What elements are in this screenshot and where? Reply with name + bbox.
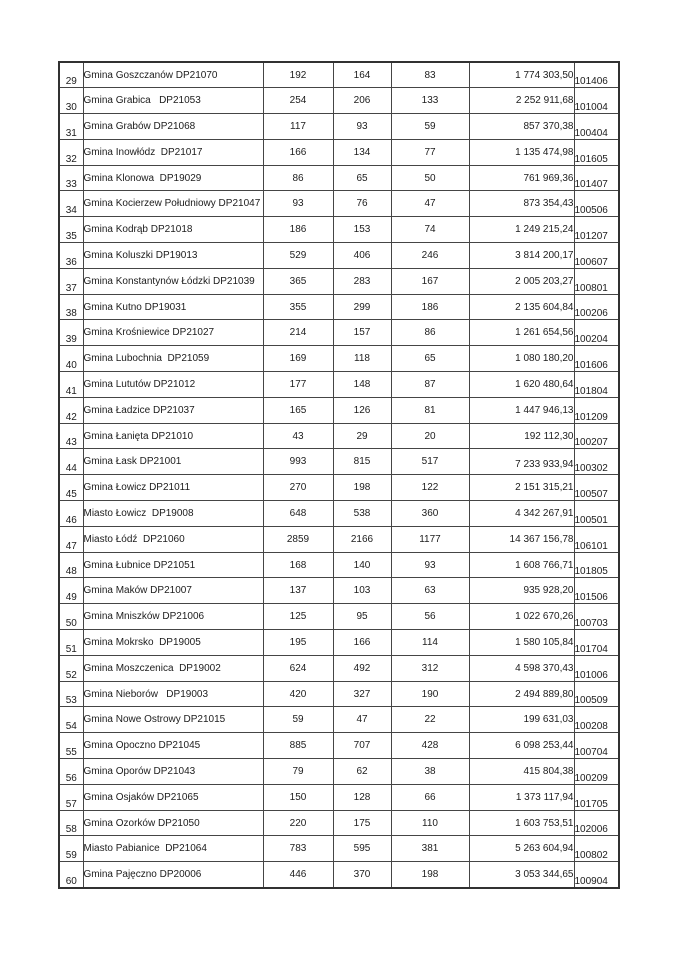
- count-a-cell: 86: [263, 165, 333, 191]
- table-row: [59, 449, 619, 475]
- table-row: [59, 372, 619, 398]
- count-a-cell: 214: [263, 320, 333, 346]
- territory-code-cell: 100607: [574, 243, 619, 269]
- row-number-cell: 48: [59, 552, 83, 578]
- table-row: [59, 759, 619, 785]
- row-number-cell: 35: [59, 217, 83, 243]
- count-c-cell: 93: [391, 552, 469, 578]
- count-b-cell: 370: [333, 862, 391, 888]
- row-number-cell: 32: [59, 139, 83, 165]
- table-row: [59, 552, 619, 578]
- count-c-cell: 77: [391, 139, 469, 165]
- count-c-cell: 312: [391, 655, 469, 681]
- table-row: [59, 62, 619, 88]
- municipality-name-cell: Miasto Łowicz DP19008: [83, 501, 263, 527]
- count-c-cell: 1177: [391, 526, 469, 552]
- row-number-cell: 56: [59, 759, 83, 785]
- count-b-cell: 327: [333, 681, 391, 707]
- territory-code-cell: 101207: [574, 217, 619, 243]
- amount-cell: 3 053 344,65: [469, 862, 574, 888]
- row-number-cell: 34: [59, 191, 83, 217]
- count-c-cell: 122: [391, 475, 469, 501]
- row-number-cell: 51: [59, 630, 83, 656]
- count-a-cell: 79: [263, 759, 333, 785]
- count-c-cell: 428: [391, 733, 469, 759]
- table-row: [59, 191, 619, 217]
- amount-cell: 14 367 156,78: [469, 526, 574, 552]
- row-number-cell: 54: [59, 707, 83, 733]
- territory-code-cell: 100703: [574, 604, 619, 630]
- amount-cell: 1 249 215,24: [469, 217, 574, 243]
- territory-code-cell: 100802: [574, 836, 619, 862]
- territory-code-cell: 101406: [574, 62, 619, 88]
- territory-code-cell: 100404: [574, 114, 619, 140]
- count-a-cell: 420: [263, 681, 333, 707]
- amount-cell: 873 354,43: [469, 191, 574, 217]
- municipality-name-cell: Gmina Klonowa DP19029: [83, 165, 263, 191]
- count-b-cell: 815: [333, 449, 391, 475]
- count-b-cell: 198: [333, 475, 391, 501]
- table-row: [59, 836, 619, 862]
- count-c-cell: 59: [391, 114, 469, 140]
- count-b-cell: 153: [333, 217, 391, 243]
- count-a-cell: 446: [263, 862, 333, 888]
- municipality-name-cell: Gmina Grabów DP21068: [83, 114, 263, 140]
- amount-cell: 7 233 933,94: [469, 449, 574, 475]
- count-a-cell: 195: [263, 630, 333, 656]
- table-row: [59, 655, 619, 681]
- count-a-cell: 220: [263, 810, 333, 836]
- row-number-cell: 49: [59, 578, 83, 604]
- amount-cell: 935 928,20: [469, 578, 574, 604]
- municipality-name-cell: Gmina Opoczno DP21045: [83, 733, 263, 759]
- territory-code-cell: 100801: [574, 268, 619, 294]
- count-a-cell: 624: [263, 655, 333, 681]
- municipality-name-cell: Gmina Koluszki DP19013: [83, 243, 263, 269]
- count-a-cell: 125: [263, 604, 333, 630]
- count-a-cell: 355: [263, 294, 333, 320]
- territory-code-cell: 100509: [574, 681, 619, 707]
- amount-cell: 3 814 200,17: [469, 243, 574, 269]
- count-b-cell: 595: [333, 836, 391, 862]
- amount-cell: 2 151 315,21: [469, 475, 574, 501]
- municipality-name-cell: Gmina Ozorków DP21050: [83, 810, 263, 836]
- table-row: [59, 475, 619, 501]
- amount-cell: 1 608 766,71: [469, 552, 574, 578]
- row-number-cell: 47: [59, 526, 83, 552]
- amount-cell: 2 494 889,80: [469, 681, 574, 707]
- table-row: [59, 526, 619, 552]
- table-row: [59, 268, 619, 294]
- row-number-cell: 41: [59, 372, 83, 398]
- table-row: [59, 733, 619, 759]
- count-a-cell: 648: [263, 501, 333, 527]
- row-number-cell: 58: [59, 810, 83, 836]
- count-c-cell: 56: [391, 604, 469, 630]
- row-number-cell: 31: [59, 114, 83, 140]
- count-a-cell: 365: [263, 268, 333, 294]
- amount-cell: 1 603 753,51: [469, 810, 574, 836]
- municipality-name-cell: Gmina Krośniewice DP21027: [83, 320, 263, 346]
- count-b-cell: 62: [333, 759, 391, 785]
- amount-cell: 1 620 480,64: [469, 372, 574, 398]
- count-b-cell: 93: [333, 114, 391, 140]
- municipality-name-cell: Gmina Kodrąb DP21018: [83, 217, 263, 243]
- territory-code-cell: 102006: [574, 810, 619, 836]
- count-c-cell: 63: [391, 578, 469, 604]
- municipality-name-cell: Gmina Lubochnia DP21059: [83, 346, 263, 372]
- municipality-name-cell: Gmina Inowłódz DP21017: [83, 139, 263, 165]
- row-number-cell: 44: [59, 449, 83, 475]
- count-c-cell: 198: [391, 862, 469, 888]
- territory-code-cell: 100501: [574, 501, 619, 527]
- municipality-name-cell: Gmina Nieborów DP19003: [83, 681, 263, 707]
- amount-cell: 2 005 203,27: [469, 268, 574, 294]
- table-row: [59, 423, 619, 449]
- count-a-cell: 165: [263, 397, 333, 423]
- territory-code-cell: 101805: [574, 552, 619, 578]
- amount-cell: 1 447 946,13: [469, 397, 574, 423]
- count-a-cell: 2859: [263, 526, 333, 552]
- municipality-name-cell: Gmina Mniszków DP21006: [83, 604, 263, 630]
- table-row: [59, 217, 619, 243]
- count-a-cell: 885: [263, 733, 333, 759]
- municipality-name-cell: Gmina Mokrsko DP19005: [83, 630, 263, 656]
- municipality-name-cell: Gmina Maków DP21007: [83, 578, 263, 604]
- municipality-name-cell: Gmina Łowicz DP21011: [83, 475, 263, 501]
- count-b-cell: 157: [333, 320, 391, 346]
- amount-cell: 4 342 267,91: [469, 501, 574, 527]
- count-c-cell: 50: [391, 165, 469, 191]
- count-b-cell: 118: [333, 346, 391, 372]
- table-body: [59, 62, 619, 888]
- territory-code-cell: 106101: [574, 526, 619, 552]
- count-c-cell: 360: [391, 501, 469, 527]
- count-a-cell: 993: [263, 449, 333, 475]
- count-b-cell: 164: [333, 62, 391, 88]
- municipality-name-cell: Gmina Łubnice DP21051: [83, 552, 263, 578]
- territory-code-cell: 101705: [574, 784, 619, 810]
- territory-code-cell: 101407: [574, 165, 619, 191]
- row-number-cell: 53: [59, 681, 83, 707]
- amount-cell: 1 261 654,56: [469, 320, 574, 346]
- count-a-cell: 168: [263, 552, 333, 578]
- count-c-cell: 65: [391, 346, 469, 372]
- amount-cell: 5 263 604,94: [469, 836, 574, 862]
- count-b-cell: 47: [333, 707, 391, 733]
- territory-code-cell: 100302: [574, 449, 619, 475]
- row-number-cell: 40: [59, 346, 83, 372]
- municipality-name-cell: Gmina Oporów DP21043: [83, 759, 263, 785]
- territory-code-cell: 101606: [574, 346, 619, 372]
- count-c-cell: 381: [391, 836, 469, 862]
- table-row: [59, 578, 619, 604]
- count-c-cell: 167: [391, 268, 469, 294]
- row-number-cell: 36: [59, 243, 83, 269]
- count-a-cell: 166: [263, 139, 333, 165]
- municipality-name-cell: Gmina Moszczenica DP19002: [83, 655, 263, 681]
- count-b-cell: 175: [333, 810, 391, 836]
- count-c-cell: 47: [391, 191, 469, 217]
- amount-cell: 2 252 911,68: [469, 88, 574, 114]
- territory-code-cell: 100208: [574, 707, 619, 733]
- municipality-name-cell: Gmina Goszczanów DP21070: [83, 62, 263, 88]
- table-row: [59, 604, 619, 630]
- table-row: [59, 243, 619, 269]
- count-b-cell: 406: [333, 243, 391, 269]
- count-a-cell: 117: [263, 114, 333, 140]
- row-number-cell: 29: [59, 62, 83, 88]
- count-a-cell: 59: [263, 707, 333, 733]
- count-c-cell: 87: [391, 372, 469, 398]
- municipality-name-cell: Miasto Łódź DP21060: [83, 526, 263, 552]
- count-a-cell: 186: [263, 217, 333, 243]
- count-c-cell: 110: [391, 810, 469, 836]
- municipality-name-cell: Gmina Konstantynów Łódzki DP21039: [83, 268, 263, 294]
- table-row: [59, 114, 619, 140]
- amount-cell: 1 135 474,98: [469, 139, 574, 165]
- territory-code-cell: 101605: [574, 139, 619, 165]
- row-number-cell: 45: [59, 475, 83, 501]
- count-b-cell: 148: [333, 372, 391, 398]
- count-c-cell: 517: [391, 449, 469, 475]
- amount-cell: 6 098 253,44: [469, 733, 574, 759]
- amount-cell: 415 804,38: [469, 759, 574, 785]
- municipality-name-cell: Gmina Osjaków DP21065: [83, 784, 263, 810]
- row-number-cell: 33: [59, 165, 83, 191]
- count-a-cell: 93: [263, 191, 333, 217]
- amount-cell: 1 373 117,94: [469, 784, 574, 810]
- territory-code-cell: 101209: [574, 397, 619, 423]
- count-c-cell: 190: [391, 681, 469, 707]
- municipality-name-cell: Gmina Łask DP21001: [83, 449, 263, 475]
- territory-code-cell: 100207: [574, 423, 619, 449]
- municipality-name-cell: Gmina Kocierzew Południowy DP21047: [83, 191, 263, 217]
- table-row: [59, 630, 619, 656]
- count-a-cell: 270: [263, 475, 333, 501]
- count-c-cell: 86: [391, 320, 469, 346]
- municipality-name-cell: Miasto Pabianice DP21064: [83, 836, 263, 862]
- count-b-cell: 95: [333, 604, 391, 630]
- count-c-cell: 114: [391, 630, 469, 656]
- count-b-cell: 166: [333, 630, 391, 656]
- territory-code-cell: 101006: [574, 655, 619, 681]
- municipalities-table: [58, 61, 620, 889]
- count-a-cell: 783: [263, 836, 333, 862]
- row-number-cell: 57: [59, 784, 83, 810]
- territory-code-cell: 100506: [574, 191, 619, 217]
- territory-code-cell: 100507: [574, 475, 619, 501]
- municipality-name-cell: Gmina Lututów DP21012: [83, 372, 263, 398]
- municipality-name-cell: Gmina Łanięta DP21010: [83, 423, 263, 449]
- table-row: [59, 139, 619, 165]
- count-b-cell: 707: [333, 733, 391, 759]
- count-c-cell: 133: [391, 88, 469, 114]
- row-number-cell: 60: [59, 862, 83, 888]
- row-number-cell: 59: [59, 836, 83, 862]
- territory-code-cell: 101506: [574, 578, 619, 604]
- territory-code-cell: 101804: [574, 372, 619, 398]
- row-number-cell: 39: [59, 320, 83, 346]
- count-b-cell: 126: [333, 397, 391, 423]
- count-b-cell: 206: [333, 88, 391, 114]
- table-row: [59, 165, 619, 191]
- count-c-cell: 66: [391, 784, 469, 810]
- table-row: [59, 501, 619, 527]
- count-a-cell: 150: [263, 784, 333, 810]
- count-a-cell: 529: [263, 243, 333, 269]
- count-b-cell: 140: [333, 552, 391, 578]
- amount-cell: 1 022 670,26: [469, 604, 574, 630]
- count-b-cell: 2166: [333, 526, 391, 552]
- table-row: [59, 681, 619, 707]
- amount-cell: 761 969,36: [469, 165, 574, 191]
- row-number-cell: 38: [59, 294, 83, 320]
- table-row: [59, 346, 619, 372]
- table-row: [59, 294, 619, 320]
- count-a-cell: 169: [263, 346, 333, 372]
- territory-code-cell: 100206: [574, 294, 619, 320]
- municipality-name-cell: Gmina Nowe Ostrowy DP21015: [83, 707, 263, 733]
- table-row: [59, 707, 619, 733]
- amount-cell: 4 598 370,43: [469, 655, 574, 681]
- count-c-cell: 81: [391, 397, 469, 423]
- row-number-cell: 30: [59, 88, 83, 114]
- amount-cell: 192 112,30: [469, 423, 574, 449]
- count-a-cell: 137: [263, 578, 333, 604]
- row-number-cell: 43: [59, 423, 83, 449]
- territory-code-cell: 100209: [574, 759, 619, 785]
- amount-cell: 2 135 604,84: [469, 294, 574, 320]
- territory-code-cell: 100704: [574, 733, 619, 759]
- count-c-cell: 74: [391, 217, 469, 243]
- count-c-cell: 83: [391, 62, 469, 88]
- count-c-cell: 20: [391, 423, 469, 449]
- count-a-cell: 43: [263, 423, 333, 449]
- count-c-cell: 186: [391, 294, 469, 320]
- amount-cell: 199 631,03: [469, 707, 574, 733]
- territory-code-cell: 101704: [574, 630, 619, 656]
- count-b-cell: 299: [333, 294, 391, 320]
- row-number-cell: 46: [59, 501, 83, 527]
- municipality-name-cell: Gmina Kutno DP19031: [83, 294, 263, 320]
- count-b-cell: 103: [333, 578, 391, 604]
- municipality-name-cell: Gmina Grabica DP21053: [83, 88, 263, 114]
- table-row: [59, 862, 619, 888]
- territory-code-cell: 101004: [574, 88, 619, 114]
- count-c-cell: 38: [391, 759, 469, 785]
- amount-cell: 857 370,38: [469, 114, 574, 140]
- row-number-cell: 52: [59, 655, 83, 681]
- table-row: [59, 88, 619, 114]
- count-c-cell: 246: [391, 243, 469, 269]
- count-b-cell: 538: [333, 501, 391, 527]
- table-row: [59, 397, 619, 423]
- count-c-cell: 22: [391, 707, 469, 733]
- count-b-cell: 283: [333, 268, 391, 294]
- count-a-cell: 254: [263, 88, 333, 114]
- municipality-name-cell: Gmina Ładzice DP21037: [83, 397, 263, 423]
- territory-code-cell: 100904: [574, 862, 619, 888]
- count-b-cell: 65: [333, 165, 391, 191]
- table-row: [59, 320, 619, 346]
- table-row: [59, 784, 619, 810]
- count-b-cell: 128: [333, 784, 391, 810]
- territory-code-cell: 100204: [574, 320, 619, 346]
- count-a-cell: 177: [263, 372, 333, 398]
- municipality-name-cell: Gmina Pajęczno DP20006: [83, 862, 263, 888]
- row-number-cell: 37: [59, 268, 83, 294]
- table-row: [59, 810, 619, 836]
- row-number-cell: 42: [59, 397, 83, 423]
- count-b-cell: 492: [333, 655, 391, 681]
- amount-cell: 1 580 105,84: [469, 630, 574, 656]
- row-number-cell: 55: [59, 733, 83, 759]
- count-b-cell: 29: [333, 423, 391, 449]
- amount-cell: 1 774 303,50: [469, 62, 574, 88]
- amount-cell: 1 080 180,20: [469, 346, 574, 372]
- count-a-cell: 192: [263, 62, 333, 88]
- count-b-cell: 76: [333, 191, 391, 217]
- row-number-cell: 50: [59, 604, 83, 630]
- count-b-cell: 134: [333, 139, 391, 165]
